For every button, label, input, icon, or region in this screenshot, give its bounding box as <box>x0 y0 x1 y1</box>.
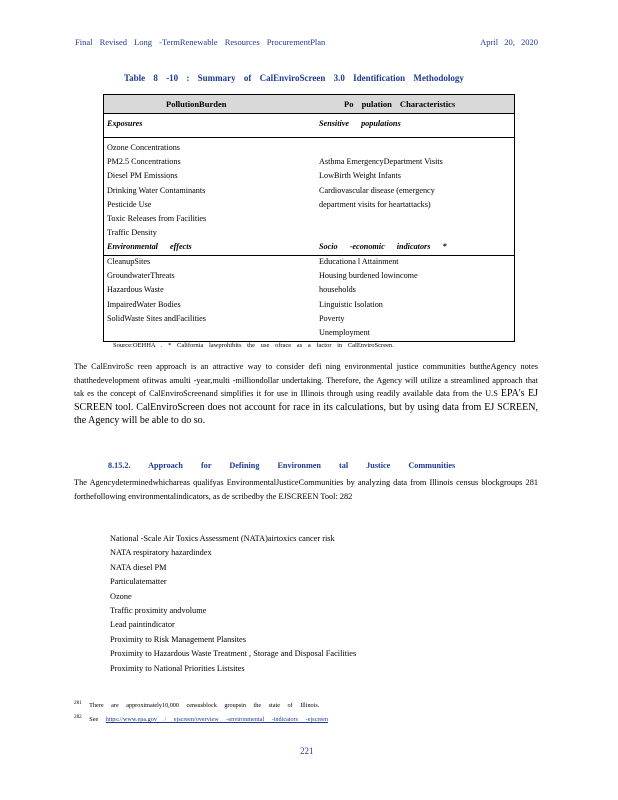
footnote-prefix: See <box>89 716 99 724</box>
footnote-281 <box>74 700 319 709</box>
indicator-list <box>90 532 356 676</box>
exposures-list <box>107 141 307 240</box>
list-item: Hazardous Waste <box>107 285 164 295</box>
list-item: Asthma EmergencyDepartment Visits <box>319 157 443 167</box>
socio-economic-label: Socio -economic indicators * <box>319 242 447 251</box>
section-paragraph: The Agencydeterminedwhichareas qualifyas EnvironmentalJusticeCommunities by analyzing data from Illinois census blockgroups 281 forthefollowing environmentalindicators, as de scribedby the EJSCREEN Tool: 282 <box>74 478 538 501</box>
header-title: Final Revised Long -TermRenewable Resources ProcurementPlan <box>75 37 326 47</box>
list-item: Proximity to Hazardous Waste Treatment , Storage and Disposal Facilities <box>110 649 357 659</box>
list-item: Proximity to Risk Management Plansites <box>110 634 246 644</box>
list-item <box>319 141 509 155</box>
body-paragraph <box>74 360 538 428</box>
table-divider <box>104 137 514 138</box>
list-item: NATA diesel PM <box>110 562 167 572</box>
list-item: SolidWaste Sites andFacilities <box>107 313 206 323</box>
list-item: Housing burdened lowincome <box>319 271 418 281</box>
list-item: department visits for heartattacks) <box>319 199 431 209</box>
list-item: Traffic Density <box>107 228 157 238</box>
list-item: Lead paintindicator <box>110 620 175 630</box>
list-item: households <box>319 285 356 295</box>
table-header-row <box>104 95 514 114</box>
list-item: ImpairedWater Bodies <box>107 299 181 309</box>
ejscreen-link[interactable]: https://www.epa.gov / ejscreen/overview -environmental -indicators -ejscreen <box>105 716 328 724</box>
list-item: CleanupSites <box>107 257 151 266</box>
summary-table <box>103 94 515 342</box>
list-item: Educationa l Attainment <box>319 257 399 266</box>
list-item: Cardiovascular disease (emergency <box>319 185 435 195</box>
list-item: Unemployment <box>319 328 370 338</box>
list-item: Drinking Water Contaminants <box>107 185 206 195</box>
footnote-number: 282 <box>74 714 82 720</box>
list-item: Ozone <box>110 591 132 601</box>
list-item: Ozone Concentrations <box>107 143 180 152</box>
section-heading: 8.15.2. Approach for Defining Environmen tal Justice Communities <box>108 461 456 470</box>
list-item: Poverty <box>319 313 345 323</box>
footnote-text: There are approximately10,000 censusblock groupsin the state of Illinois. <box>89 702 320 710</box>
table-source-note: Source:OEHHA . * California lawprohibits the use ofrace as a factor in CalEnviroScreen. <box>113 342 394 349</box>
page-number: 221 <box>300 746 314 756</box>
paragraph-text-emphasis: EPA's EJ SCREEN tool. CalEnviroScreen does not account for race in its calculations, but by using data from EJ SCREEN, the Agency will be able to do so. <box>74 388 539 427</box>
list-item: Pesticide Use <box>107 199 152 209</box>
list-item: NATA respiratory hazardindex <box>110 548 212 558</box>
list-item: GroundwaterThreats <box>107 271 175 281</box>
col-header-population-characteristics: Po pulation Characteristics <box>344 99 456 109</box>
list-item: Diesel PM Emissions <box>107 171 178 181</box>
environmental-effects-label: Environmental effects <box>107 242 192 251</box>
footnote-number: 281 <box>74 700 82 706</box>
environmental-effects-list <box>107 255 307 326</box>
exposures-label: Exposures <box>107 119 143 128</box>
list-item: Particulatematter <box>110 577 167 587</box>
list-item: Toxic Releases from Facilities <box>107 214 207 224</box>
sensitive-populations-label: Sensitive populations <box>319 119 401 128</box>
list-item: National -Scale Air Toxics Assessment (NATA)airtoxics cancer risk <box>110 534 335 543</box>
list-item: LowBirth Weight Infants <box>319 171 401 181</box>
paragraph-text: The CalEnviroSc reen approach is an attractive way to consider defi ning environmental justice communities buttheAgency notes thatthedevelopment ofitwas amulti -year,multi -milliondollar undertaking. Therefore, the Agency will utilize a streamlined approach that tak es the concept of CalEnviroScreenand simplifies it for use in Illinois through using readily available data from the U.S <box>74 362 538 399</box>
list-item: Linguistic Isolation <box>319 299 383 309</box>
sensitive-populations-list <box>319 141 509 212</box>
list-item: Proximity to National Priorities Listsites <box>110 663 245 673</box>
footnote-282 <box>74 714 328 723</box>
list-item: PM2.5 Concentrations <box>107 157 181 167</box>
table-caption: Table 8 -10 : Summary of CalEnviroScreen 3.0 Identification Methodology <box>124 73 464 83</box>
col-header-pollution-burden: PollutionBurden <box>166 99 227 109</box>
socio-economic-list <box>319 255 509 340</box>
list-item: Traffic proximity andvolume <box>110 606 207 616</box>
header-date: April 20, 2020 <box>480 37 538 47</box>
